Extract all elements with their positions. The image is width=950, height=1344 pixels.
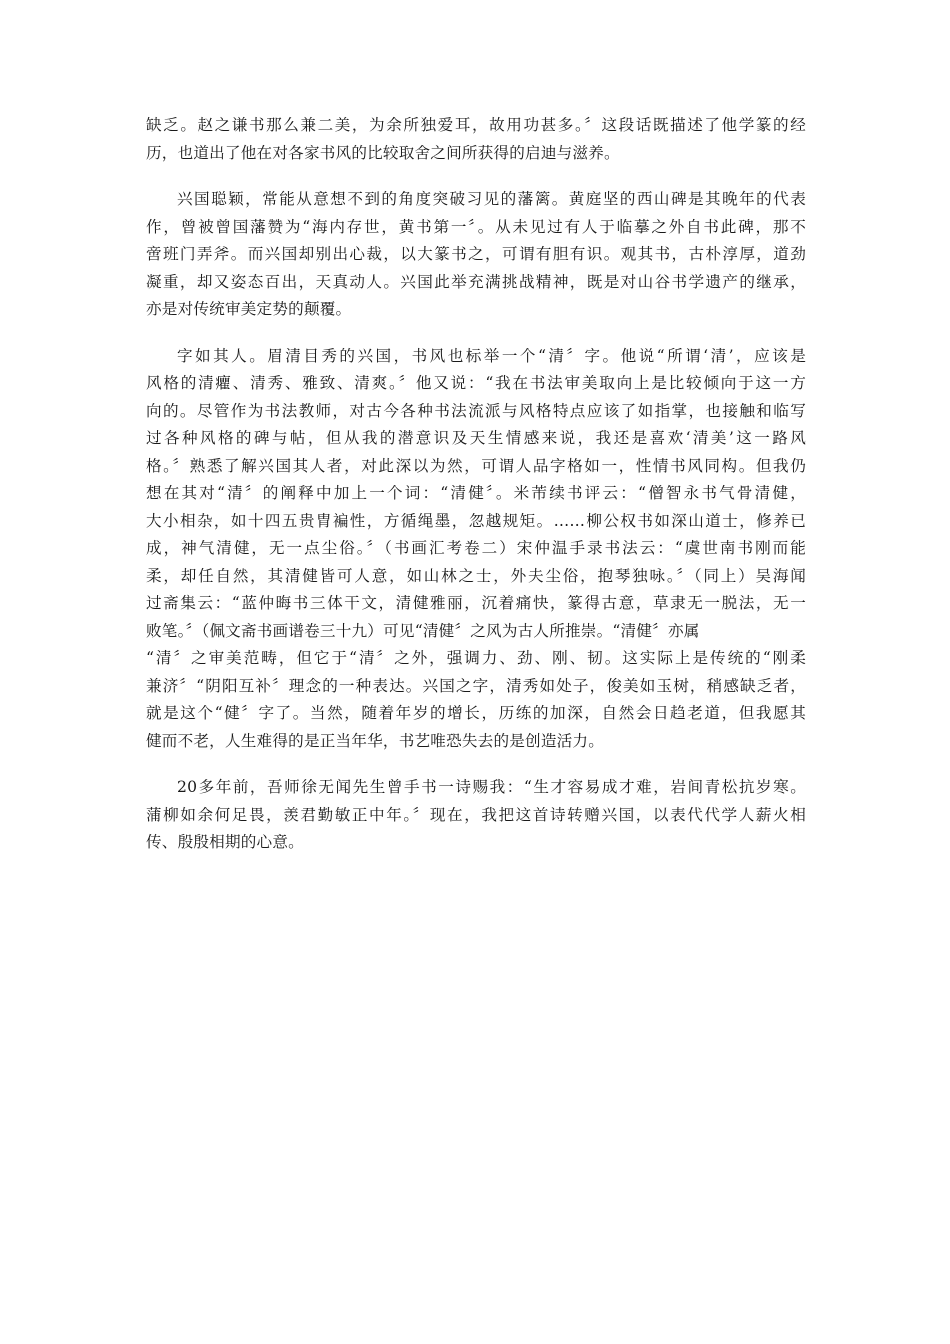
text-line: 历，也道出了他在对各家书风的比较取舍之间所获得的启迪与滋养。 — [146, 143, 620, 162]
text-line: 向的。尽管作为书法教师，对古今各种书法流派与风格特点应该了如指掌，也接触和临写 — [146, 401, 806, 420]
paragraph-3 — [146, 343, 806, 756]
paragraph-4 — [146, 774, 806, 857]
text-line: 缺乏。赵之谦书那么兼二美，为余所独爱耳，故用功甚多。〞这段话既描述了他学篆的经 — [146, 116, 806, 134]
text-line: 过斋集云：“蓝仲晦书三体干文，清健雅丽，沉着痛快，篆得古意，草隶无一脱法，无一 — [146, 594, 806, 612]
text-line: 传、殷殷相期的心意。 — [146, 833, 304, 851]
text-line: “清〞之审美范畴，但它于“清〞之外，强调力、劲、刚、韧。这实际上是传统的“刚柔 — [146, 649, 806, 667]
text-line: 字如其人。眉清目秀的兴国，书风也标举一个“清〞字。他说“所谓‘清’，应该是 — [177, 346, 806, 365]
text-line: 兴国聪颖，常能从意想不到的角度突破习见的藩篱。黄庭坚的西山碑是其晚年的代表 — [177, 190, 806, 208]
text-line: 想在其对“清〞的阐释中加上一个词：“清健〞。米芾续书评云：“僧智永书气骨清健， — [146, 484, 806, 502]
text-line: 就是这个“健〞字了。当然，随着年岁的增长，历练的加深，自然会日趋老道，但我愿其 — [146, 704, 806, 722]
text-line: 啻班门弄斧。而兴国却别出心裁，以大篆书之，可谓有胆有识。观其书，古朴淳厚，道劲 — [146, 245, 806, 263]
text-line: 亦是对传统审美定势的颠覆。 — [146, 300, 352, 318]
text-line: 大小相杂，如十四五贵胄褊性，方循绳墨，忽越规矩。……柳公权书如深山道士，修养已 — [146, 511, 806, 530]
paragraph-1 — [146, 112, 806, 167]
text-line: 健而不老，人生难得的是正当年华，书艺唯恐失去的是创造活力。 — [146, 731, 605, 750]
text-line: 格。〞熟悉了解兴国其人者，对此深以为然，可谓人品字格如一，性情书风同构。但我仍 — [146, 456, 806, 475]
text-line: 兼济〞“阴阳互补〞理念的一种表达。兴国之字，清秀如处子，俊美如玉树，稍感缺乏者， — [146, 676, 806, 695]
text-line: 过各种风格的碑与帖，但从我的潜意识及天生情感来说，我还是喜欢‘清美’这一路风 — [146, 429, 806, 447]
text-line: 成，神气清健，无一点尘俗。〞（书画汇考卷二）宋仲温手录书法云：“虞世南书刚而能 — [146, 539, 806, 557]
text-line: 风格的清癯、清秀、雅致、清爽。〞他又说：“我在书法审美取向上是比较倾向于这一方 — [146, 374, 806, 392]
text-line: 蒲柳如余何足畏，羡君勤敏正中年。〞现在，我把这首诗转赠兴国，以表代代学人薪火相 — [146, 805, 806, 824]
paragraph-2 — [146, 186, 806, 324]
text-line: 柔，却任自然，其清健皆可人意，如山林之士，外夫尘俗，抱琴独咏。〞（同上）吴海闻 — [146, 566, 806, 585]
text-line: 凝重，却又姿态百出，天真动人。兴国此举充满挑战精神，既是对山谷书学遗产的继承， — [146, 272, 806, 291]
text-line: 败笔。〞（佩文斋书画谱卷三十九）可见“清健〞之风为古人所推崇。“清健〞亦属 — [146, 621, 700, 640]
text-line: 20多年前，吾师徐无闻先生曾手书一诗赐我：“生才容易成才难，岩间青松抗岁寒。 — [177, 778, 806, 796]
text-line: 作，曾被曾国藩赞为“海内存世，黄书第一〞。从未见过有人于临摹之外自书此碑，那不 — [146, 217, 806, 236]
document-body — [146, 112, 806, 876]
